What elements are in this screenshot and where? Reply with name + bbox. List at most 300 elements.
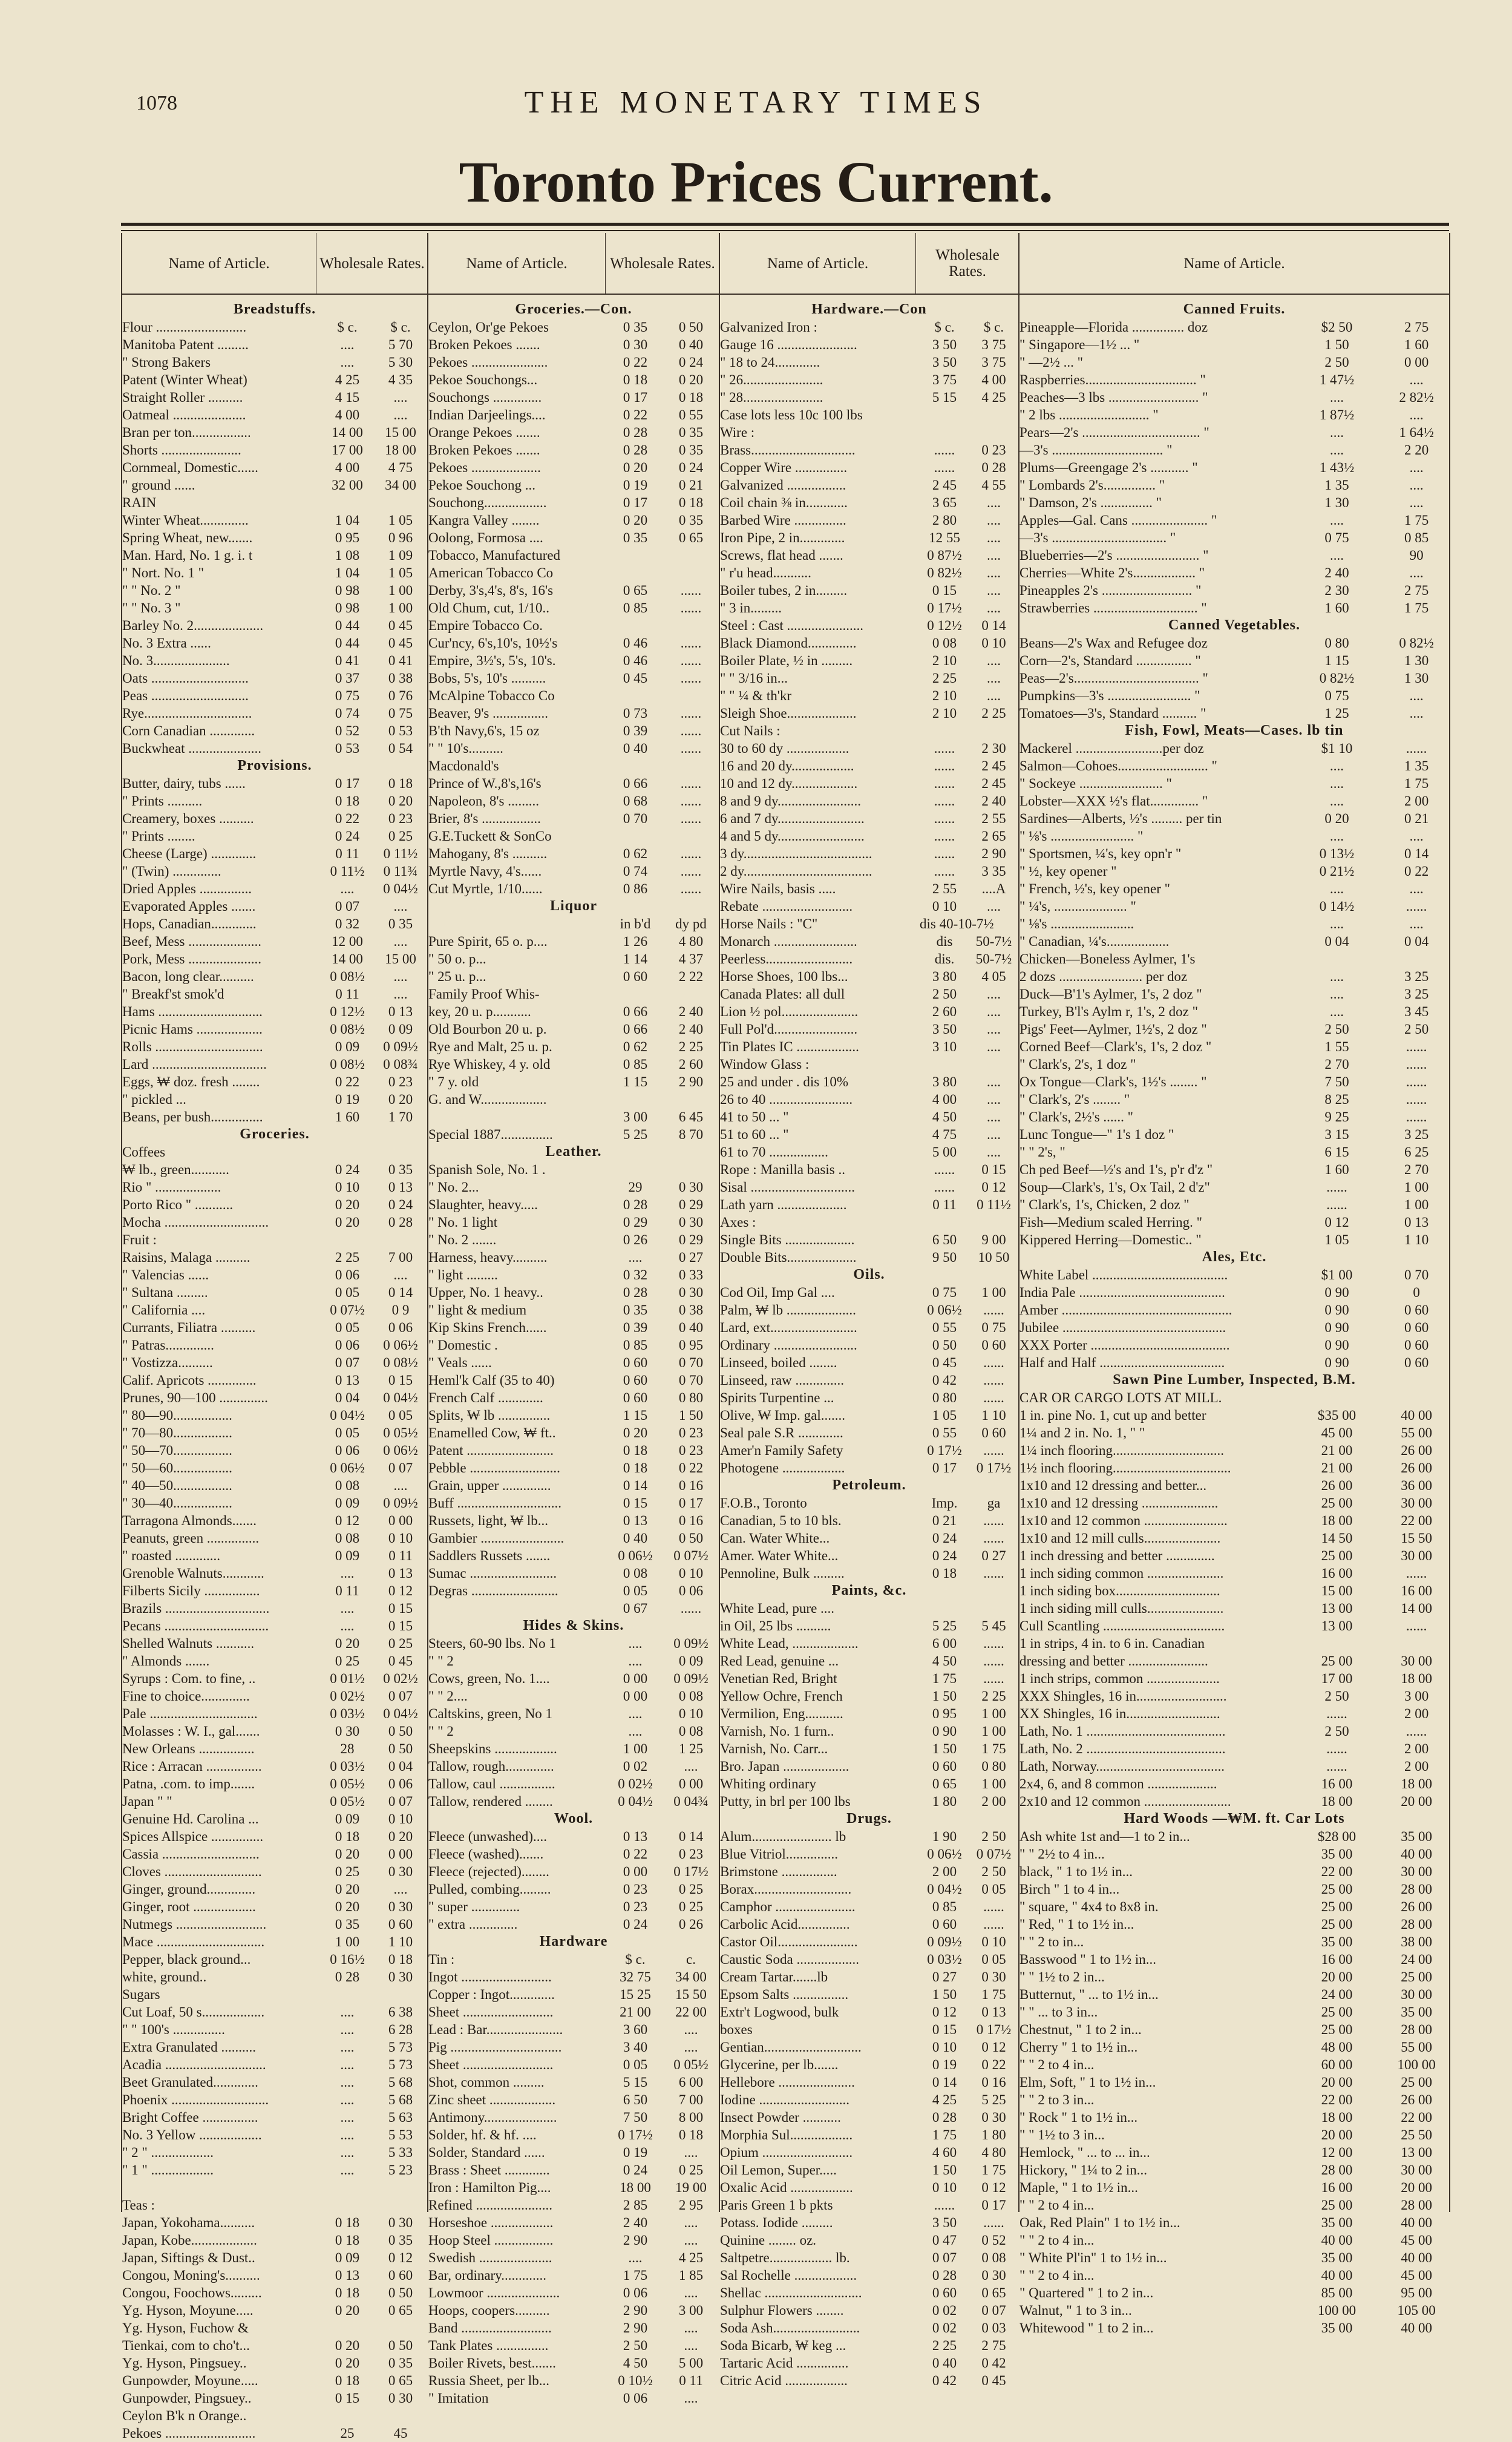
rate-high — [969, 424, 1018, 441]
rate-low: 0 98 — [335, 600, 360, 615]
rate-low: 0 62 — [623, 1039, 648, 1054]
price-row — [428, 1775, 719, 1793]
price-row — [1019, 1986, 1449, 2003]
rate-low: 0 86 — [623, 881, 648, 896]
rate-low: 0 10 — [335, 1180, 360, 1195]
price-row — [122, 704, 427, 722]
article-name: Olive, ₩ Imp. gal....... — [720, 1408, 845, 1423]
price-row — [428, 968, 719, 985]
rate-low: $28 00 — [1317, 1829, 1357, 1844]
rate-low: ...... — [934, 776, 955, 791]
article-name: Cheese (Large) ............. — [122, 846, 257, 861]
price-row — [720, 1459, 1018, 1477]
article-name: Rye Whiskey, 4 y. old — [428, 1057, 551, 1072]
article-name: Cassia ............................ — [122, 1846, 260, 1862]
article-name: Teas : — [122, 2197, 155, 2213]
price-row — [720, 1055, 1018, 1073]
rate-low: 0 18 — [335, 1829, 360, 1844]
price-row — [428, 1213, 719, 1231]
rate-low: 0 30 — [623, 337, 648, 352]
rate-high: .... — [393, 934, 408, 949]
article-name: Pecans .............................. — [122, 1618, 269, 1633]
rate-low: 0 04½ — [330, 1408, 365, 1423]
category-heading-label: Groceries. — [240, 1126, 310, 1142]
price-row — [720, 1652, 1018, 1670]
rate-high: ...... — [680, 864, 702, 879]
rate-high: 5 68 — [388, 2075, 413, 2090]
rate-high: 2 22 — [678, 969, 704, 984]
article-name: Cows, green, No. 1.... — [428, 1671, 550, 1686]
rate-low — [920, 1055, 969, 1073]
rate-low: 0 22 — [623, 1846, 648, 1862]
price-row — [428, 722, 719, 740]
rate-high: 4 80 — [981, 2145, 1006, 2160]
price-row — [122, 1828, 427, 1845]
rate-low: 0 08½ — [330, 969, 365, 984]
price-row — [1019, 2302, 1449, 2319]
article-name: Tank Plates ............... — [428, 2338, 549, 2353]
article-name: 1x10 and 12 dressing and better... — [1019, 1478, 1207, 1493]
rate-low — [321, 2407, 374, 2424]
article-name: Buff .............................. — [428, 1495, 561, 1511]
article-name: Rope : Manilla basis .. — [720, 1162, 845, 1177]
price-row — [122, 775, 427, 792]
price-row — [428, 1126, 719, 1143]
rate-low: 5 00 — [932, 1144, 957, 1160]
rate-high: 45 — [393, 2426, 408, 2441]
rate-low: 25 00 — [1321, 1899, 1353, 1914]
rate-low: 17 00 — [332, 442, 363, 458]
rate-high: 1 10 — [1404, 1232, 1429, 1247]
rate-high: .... — [393, 1267, 408, 1282]
price-row — [428, 2249, 719, 2266]
rate-low: 0 45 — [932, 1355, 957, 1370]
rate-low: 40 00 — [1321, 2233, 1353, 2248]
rate-low: .... — [1329, 390, 1344, 405]
article-name: Half and Half .................................... — [1019, 1355, 1225, 1370]
article-name: Galvanized ................. — [720, 478, 846, 493]
article-name: 1¼ inch flooring................................ — [1019, 1443, 1224, 1458]
price-row — [122, 1617, 427, 1635]
price-row — [122, 1459, 427, 1477]
price-row — [122, 494, 427, 511]
article-name: —3's ................................ " — [1019, 442, 1173, 458]
article-name: 2 dy..................................... — [720, 864, 872, 879]
rate-low: 4 25 — [335, 372, 360, 387]
rate-low: 9 25 — [1324, 1109, 1349, 1124]
rate-low: 0 68 — [623, 793, 648, 809]
rate-low: 0 40 — [932, 2355, 957, 2371]
article-name: Birch " 1 to 4 in... — [1019, 1882, 1120, 1897]
rate-high: 2 45 — [981, 776, 1006, 791]
price-row — [1019, 1722, 1449, 1740]
price-row — [122, 2424, 427, 2442]
rate-high: 34 00 — [385, 478, 416, 493]
article-name: Bran per ton................. — [122, 425, 251, 440]
price-row — [1019, 1038, 1449, 1055]
rate-high: 30 00 — [1401, 1548, 1432, 1563]
rate-high: 0 53 — [388, 723, 413, 738]
rate-low: 0 08½ — [330, 1057, 365, 1072]
price-row — [122, 1705, 427, 1722]
article-name: Zinc sheet ................... — [428, 2092, 556, 2107]
price-row — [720, 740, 1018, 757]
article-name: Vermilion, Eng........... — [720, 1706, 843, 1721]
price-row — [428, 985, 719, 1003]
price-row — [122, 1863, 427, 1880]
article-name: Copper Wire ............... — [720, 460, 848, 475]
rate-high: 5 73 — [388, 2057, 413, 2072]
rate-low: 0 17 — [335, 776, 360, 791]
article-name: " " 100's ............... — [122, 2022, 225, 2037]
article-name: Yg. Hyson, Fuchow & — [122, 2320, 249, 2335]
rate-low: 0 45 — [623, 671, 648, 686]
price-row — [720, 2214, 1018, 2231]
article-name: " Quartered " 1 to 2 in... — [1019, 2285, 1154, 2300]
price-row — [720, 1389, 1018, 1406]
price-row — [720, 1301, 1018, 1319]
rate-high: 0 95 — [678, 1338, 704, 1353]
rate-low: 1 30 — [1324, 495, 1349, 510]
price-row — [720, 915, 1018, 933]
article-name: 1 in. pine No. 1, cut up and better — [1019, 1408, 1206, 1423]
category-heading-label: Drugs. — [846, 1811, 892, 1827]
column-header-rates: Wholesale Rates. — [915, 233, 1019, 295]
article-name: 1½ inch flooring.................................. — [1019, 1460, 1231, 1475]
page-title: Toronto Prices Current. — [459, 149, 1053, 214]
rate-low: 0 09½ — [927, 1934, 962, 1949]
rate-high: .... — [1409, 495, 1424, 510]
rate-high: .... — [1409, 478, 1424, 493]
article-name: Hickory, " 1¼ to 2 in... — [1019, 2162, 1148, 2178]
price-row — [1019, 1494, 1449, 1512]
article-name: 2 dozs ........................ per doz — [1019, 969, 1188, 984]
rate-high: 3 25 — [1404, 1127, 1429, 1142]
article-name: Maple, " 1 to 1½ in... — [1019, 2180, 1138, 2195]
rate-low: 22 00 — [1321, 2092, 1353, 2107]
price-row — [122, 1389, 427, 1406]
rate-high: 5 53 — [388, 2127, 413, 2142]
rate-high: ga — [987, 1495, 1001, 1511]
article-name: Shorts ....................... — [122, 442, 241, 458]
rate-low: .... — [340, 355, 355, 370]
rate-low: 18 00 — [620, 2180, 651, 2195]
rate-low: 15 00 — [1321, 1583, 1353, 1598]
rate-high: 0 22 — [981, 2057, 1006, 2072]
price-row — [720, 757, 1018, 775]
rate-high: 0 60 — [1404, 1320, 1429, 1335]
article-name: Varnish, No. 1 furn.. — [720, 1724, 834, 1739]
article-name: Pure Spirit, 65 o. p.... — [428, 934, 548, 949]
rate-low: 3 50 — [932, 355, 957, 370]
article-name: Tin : — [428, 1952, 455, 1967]
rate-low: 0 18 — [335, 2285, 360, 2300]
rate-high: 1 85 — [678, 2268, 704, 2283]
article-name: 2x10 and 12 common ......................... — [1019, 1794, 1231, 1809]
rate-high — [374, 2179, 427, 2196]
article-name: " Singapore—1½ ... " — [1019, 337, 1140, 352]
price-row — [122, 2372, 427, 2389]
rate-high: 0 17½ — [673, 1864, 709, 1879]
rate-high: .... — [684, 2233, 698, 2248]
rate-low: 6 50 — [623, 2092, 648, 2107]
rate-low: 3 80 — [932, 1074, 957, 1089]
rate-high: 4 05 — [981, 969, 1006, 984]
article-name: Sardines—Alberts, ½'s ......... per tin — [1019, 811, 1222, 826]
rate-high: 0 27 — [981, 1548, 1006, 1563]
rate-low: 0 66 — [623, 1022, 648, 1037]
price-row — [1019, 1915, 1449, 1933]
rate-low: .... — [1329, 986, 1344, 1002]
rate-high: 3 75 — [981, 355, 1006, 370]
rate-low: 2 70 — [1324, 1057, 1349, 1072]
rate-high: 0 00 — [388, 1846, 413, 1862]
rate-low: 1 60 — [1324, 1162, 1349, 1177]
rate-low: 0 05 — [335, 1425, 360, 1440]
rate-high: 0 06 — [678, 1583, 704, 1598]
rate-low: 2 10 — [932, 706, 957, 721]
rate-low: 0 27 — [932, 1969, 957, 1984]
rate-low: 4 15 — [335, 390, 360, 405]
rate-high — [663, 1161, 719, 1178]
price-row — [1019, 2196, 1449, 2214]
article-name: Fruit : — [122, 1232, 157, 1247]
article-name: " " 1½ to 2 in... — [1019, 1969, 1105, 1984]
rate-low: 0 14½ — [1319, 899, 1355, 914]
price-row — [720, 336, 1018, 353]
article-name: Bar, ordinary............. — [428, 2268, 546, 2283]
rate-high: 0 25 — [678, 1882, 704, 1897]
price-row — [720, 2021, 1018, 2038]
article-name: " 2 lbs .......................... " — [1019, 407, 1159, 422]
price-row — [1019, 1477, 1449, 1494]
price-row — [720, 1845, 1018, 1863]
price-row — [122, 1073, 427, 1091]
price-row — [1019, 2109, 1449, 2126]
rate-low: 1 08 — [335, 548, 360, 563]
price-row — [1019, 2231, 1449, 2249]
article-name: Quinine ........ oz. — [720, 2233, 817, 2248]
article-name: Morphia Sul.................. — [720, 2127, 853, 2142]
price-row — [122, 336, 427, 353]
price-row — [122, 722, 427, 740]
price-row — [428, 599, 719, 617]
rate-low — [920, 424, 969, 441]
category-heading-label: Paints, &c. — [831, 1583, 907, 1598]
price-row — [428, 1442, 719, 1459]
rate-high: 0 65 — [388, 2303, 413, 2318]
rate-high: 0 17½ — [976, 2022, 1012, 2037]
price-row — [1019, 704, 1449, 722]
rate-low: .... — [1329, 513, 1344, 528]
price-row — [122, 2231, 427, 2249]
price-row — [428, 634, 719, 652]
column-header-name: Name of Article. — [428, 233, 605, 295]
rate-low: .... — [628, 2250, 643, 2265]
article-name: " " 2 — [428, 1653, 454, 1669]
rate-high: 50-7½ — [975, 934, 1012, 949]
article-name: 1 inch siding mill culls...................... — [1019, 1601, 1224, 1616]
rate-high: 2 50 — [981, 1864, 1006, 1879]
column-header-rates: Wholesale Rates. — [605, 233, 719, 295]
rate-low: 0 06 — [335, 1267, 360, 1282]
rate-low: 25 00 — [1321, 2197, 1353, 2213]
price-row — [428, 511, 719, 529]
rate-high: 0 05½ — [673, 2057, 709, 2072]
article-name: Sheet .......................... — [428, 2057, 554, 2072]
price-row — [1019, 1845, 1449, 1863]
rate-low: 0 47 — [932, 2233, 957, 2248]
price-row — [1019, 406, 1449, 424]
price-row — [720, 2038, 1018, 2056]
rate-high: 0 15 — [388, 1601, 413, 1616]
article-name: " Prints ........ — [122, 829, 195, 844]
article-name: Enamelled Cow, ₩ ft.. — [428, 1425, 556, 1440]
article-name: Grain, upper .............. — [428, 1478, 551, 1493]
price-row — [122, 1600, 427, 1617]
article-name: Nutmegs .......................... — [122, 1917, 267, 1932]
rate-low: 100 00 — [1317, 2303, 1357, 2318]
article-name: ₩ lb., green........... — [122, 1162, 229, 1177]
price-row — [720, 617, 1018, 634]
rate-low: ...... — [1326, 1759, 1347, 1774]
price-row — [122, 2407, 427, 2424]
rate-low: 0 07 — [932, 2250, 957, 2265]
rate-high: 4 35 — [388, 372, 413, 387]
rate-low — [607, 757, 663, 775]
rate-low: 6 15 — [1324, 1144, 1349, 1160]
rate-high: 0 14 — [388, 1285, 413, 1300]
rate-low: 0 20 — [623, 513, 648, 528]
rate-low — [321, 494, 374, 511]
rate-low: 3 50 — [932, 2215, 957, 2230]
price-row — [428, 2372, 719, 2389]
rate-low: 1 00 — [335, 1934, 360, 1949]
article-name: Extr't Logwood, bulk — [720, 2004, 839, 2020]
article-name: Lunc Tongue—" 1's 1 doz " — [1019, 1127, 1174, 1142]
article-name: 26 to 40 ........................ — [720, 1092, 853, 1107]
rate-low — [920, 1213, 969, 1231]
article-name: Broken Pekoes ....... — [428, 442, 540, 458]
rate-high: 20 00 — [1401, 2180, 1432, 2195]
column-header-name: Name of Article. — [122, 233, 316, 295]
rate-high: 5 30 — [388, 355, 413, 370]
rate-low — [1298, 1635, 1384, 1652]
price-row — [720, 2266, 1018, 2284]
article-name: 1x10 and 12 common ........................ — [1019, 1513, 1228, 1528]
category-heading — [720, 1477, 1018, 1494]
rate-low: 1 47½ — [1319, 372, 1355, 387]
rate-high: ...... — [680, 1601, 702, 1616]
rate-low: 0 19 — [335, 1092, 360, 1107]
rate-low: 35 00 — [1321, 1846, 1353, 1862]
price-row — [1019, 810, 1449, 827]
category-heading — [1019, 301, 1449, 318]
price-row — [1019, 634, 1449, 652]
rate-high: .... — [987, 688, 1001, 703]
rate-high: .... — [987, 1039, 1001, 1054]
article-name: Hemlock, " ... to ... in... — [1019, 2145, 1150, 2160]
price-row — [122, 827, 427, 845]
price-row — [122, 652, 427, 669]
rate-high: 26 00 — [1401, 2092, 1432, 2107]
article-name: Alum....................... lb — [720, 1829, 846, 1844]
rate-low: 0 10 — [932, 899, 957, 914]
rate-high: 0 10 — [981, 1934, 1006, 1949]
rate-low: 28 — [340, 1741, 355, 1756]
rate-high: 0 08½ — [383, 1355, 418, 1370]
category-heading-label: Hardware.—Con — [811, 301, 927, 317]
article-name: " Prints .......... — [122, 793, 203, 809]
rate-high: 0 17 — [981, 2197, 1006, 2213]
article-name: " " 2 to in... — [1019, 1934, 1084, 1949]
price-row — [122, 1477, 427, 1494]
rate-low: 0 18 — [623, 1460, 648, 1475]
rate-low: 0 66 — [623, 776, 648, 791]
rate-low: 5 15 — [623, 2075, 648, 2090]
article-name: " " 2's, " — [1019, 1144, 1065, 1160]
rate-high: 2 75 — [981, 2338, 1006, 2353]
article-name — [122, 2179, 321, 2196]
article-name: Peanuts, green ............... — [122, 1531, 260, 1546]
article-name: Can. Water White... — [720, 1531, 830, 1546]
price-row — [720, 2337, 1018, 2354]
rate-high: 0 18 — [388, 1952, 413, 1967]
rate-high: 1 00 — [981, 1285, 1006, 1300]
rate-low: 2 50 — [623, 2338, 648, 2353]
price-row — [1019, 1529, 1449, 1547]
rate-high: 100 00 — [1397, 2057, 1436, 2072]
article-name: Whiting ordinary — [720, 1776, 817, 1791]
article-name: 1 inch siding common ...................... — [1019, 1566, 1224, 1581]
rate-high: 0 11 — [388, 1548, 413, 1563]
price-row — [720, 1003, 1018, 1020]
rate-high: 1 10 — [981, 1408, 1006, 1423]
rate-low: 0 82½ — [1319, 671, 1355, 686]
rate-low: 22 00 — [1321, 1864, 1353, 1879]
price-row — [720, 810, 1018, 827]
rate-high — [969, 915, 1018, 933]
rate-low: 9 50 — [932, 1250, 957, 1265]
price-row — [122, 845, 427, 862]
article-name: Dried Apples ............... — [122, 881, 252, 896]
rate-low: .... — [1329, 1004, 1344, 1019]
price-row — [1019, 599, 1449, 617]
rate-high: 28 00 — [1401, 2022, 1432, 2037]
article-name: Brimstone ................ — [720, 1864, 837, 1879]
price-row — [122, 1020, 427, 1038]
rate-low: .... — [628, 1250, 643, 1265]
rate-high: 0 60 — [981, 1425, 1006, 1440]
category-heading — [720, 301, 1018, 318]
rate-low: 4 75 — [932, 1127, 957, 1142]
article-name: " California .... — [122, 1302, 206, 1318]
article-name: No. 3 Yellow .................. — [122, 2127, 262, 2142]
rate-high: 22 00 — [1401, 2110, 1432, 2125]
rate-low: 25 00 — [1321, 1882, 1353, 1897]
price-row — [122, 371, 427, 389]
rate-high: 0 00 — [678, 1776, 704, 1791]
rate-high: 0 14 — [981, 618, 1006, 633]
rate-low: 25 00 — [1321, 2004, 1353, 2020]
article-name: Ch ped Beef—½'s and 1's, p'r d'z " — [1019, 1162, 1213, 1177]
rate-high: 3 25 — [1404, 986, 1429, 1002]
rate-high: .... — [987, 899, 1001, 914]
price-row — [720, 1547, 1018, 1564]
rate-low: 7 50 — [623, 2110, 648, 2125]
rate-low: 0 03½ — [330, 1759, 365, 1774]
rate-low — [607, 1161, 663, 1178]
